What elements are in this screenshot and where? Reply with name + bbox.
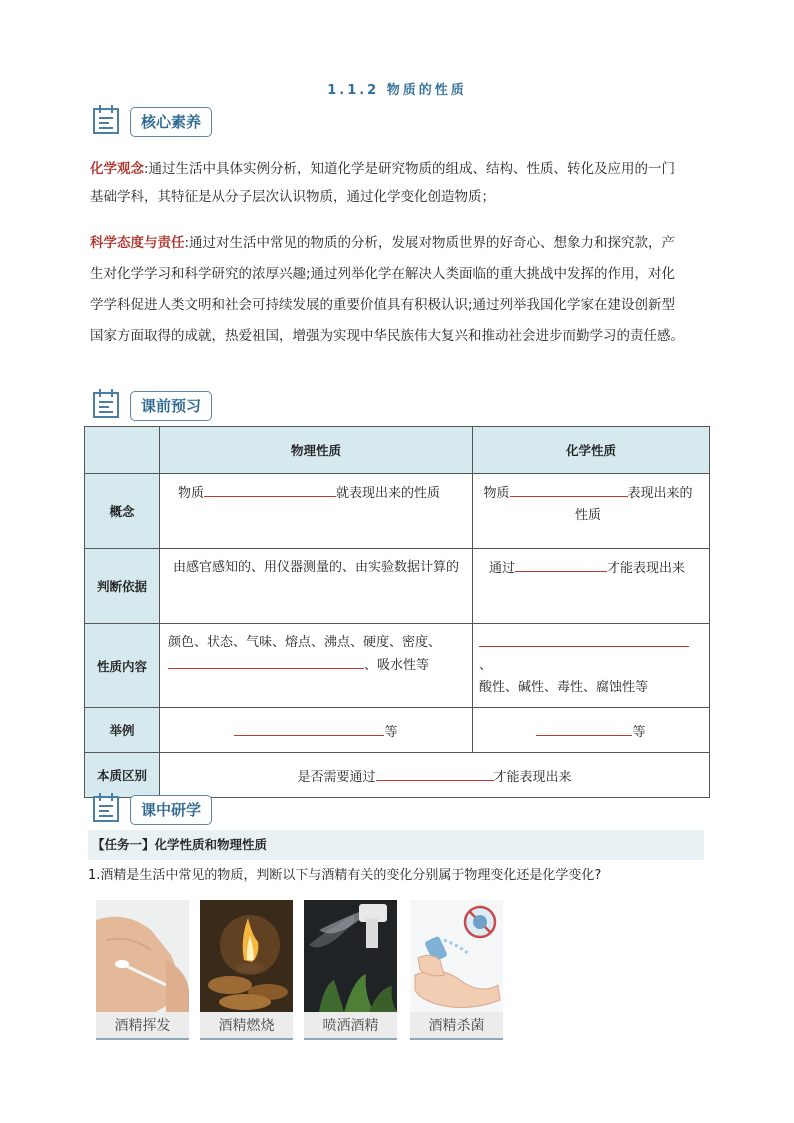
task-heading: 【任务一】化学性质和物理性质 xyxy=(88,830,704,860)
para-label: 科学态度与责任 xyxy=(90,235,185,251)
fill-blank[interactable] xyxy=(234,721,384,736)
page-title: 1.1.2 物质的性质 xyxy=(327,83,467,98)
para-label: 化学观念 xyxy=(90,161,144,177)
row-header: 判断依据 xyxy=(85,549,160,624)
question-text: 1.酒精是生活中常见的物质，判断以下与酒精有关的变化分别属于物理变化还是化学变化? xyxy=(88,868,602,883)
column-header-physical: 物理性质 xyxy=(160,427,473,474)
notebook-icon xyxy=(92,105,120,135)
column-header-chemical: 化学性质 xyxy=(473,427,710,474)
core-paragraph-2: 科学态度与责任:通过对生活中常见的物质的分析，发展对物质世界的好奇心、想象力和探究款，产 生对化学学习和科学研究的浓厚兴趣;通过列举化学在解决人类面临的重大挑战中发挥的作用，对化 学学科促进人类文明和社会可持续发展的重要价值具有积极认识;通过列举我国化学家在建设创新型 国家方面取得的成就，热爱祖国，增强为实现中华民族伟大复兴和推动社会进步而勤学习的责任感。 xyxy=(90,235,684,344)
fill-blank[interactable] xyxy=(479,632,689,647)
photo-alcohol-burning xyxy=(200,900,293,1040)
photo-alcohol-evaporation xyxy=(96,900,189,1040)
notebook-icon xyxy=(92,389,120,419)
photo-caption: 酒精杀菌 xyxy=(410,1012,503,1040)
section-title: 核心素养 xyxy=(130,107,212,137)
preview-table xyxy=(84,426,710,798)
photo-alcohol-sterilization xyxy=(410,900,503,1040)
table-row: 性质内容 颜色、状态、气味、熔点、沸点、硬度、密度、、吸水性等 、 酸性、碱性、毒性、腐蚀性等 xyxy=(85,624,710,708)
table-row: 举例 等 等 xyxy=(85,708,710,753)
row-header: 举例 xyxy=(85,708,160,753)
fill-blank[interactable] xyxy=(204,482,336,497)
row-header: 概念 xyxy=(85,474,160,549)
photo-caption: 喷洒酒精 xyxy=(304,1012,397,1040)
row-header: 性质内容 xyxy=(85,624,160,708)
photo-caption: 酒精挥发 xyxy=(96,1012,189,1040)
fill-blank[interactable] xyxy=(168,654,364,669)
burning-lamp-image xyxy=(200,900,293,1012)
sanitizer-hands-image xyxy=(410,900,503,1012)
fill-blank[interactable] xyxy=(515,557,607,572)
section-title: 课中研学 xyxy=(130,795,212,825)
photo-caption: 酒精燃烧 xyxy=(200,1012,293,1040)
fill-blank[interactable] xyxy=(510,482,628,497)
fill-blank[interactable] xyxy=(536,721,632,736)
section-title: 课前预习 xyxy=(130,391,212,421)
spray-bottle-image xyxy=(304,900,397,1012)
table-row: 本质区别 是否需要通过 才能表现出来 xyxy=(85,753,710,798)
core-paragraph-1: 化学观念:通过生活中具体实例分析，知道化学是研究物质的组成、结构、性质、转化及应用的一门 基础学科，其特征是从分子层次认识物质，通过化学变化创造物质； xyxy=(90,161,676,205)
photo-spraying-alcohol xyxy=(304,900,397,1040)
fill-blank[interactable] xyxy=(376,766,494,781)
table-row: 判断依据 由感官感知的、用仪器测量的、由实验数据计算的 通过 才能表现出来 xyxy=(85,549,710,624)
table-row xyxy=(85,427,710,474)
row-header: 本质区别 xyxy=(85,753,160,798)
hand-cotton-swab-image xyxy=(96,900,189,1012)
notebook-icon xyxy=(92,793,120,823)
table-row: 概念 物质 就表现出来的性质 物质 表现出来的 性质 xyxy=(85,474,710,549)
